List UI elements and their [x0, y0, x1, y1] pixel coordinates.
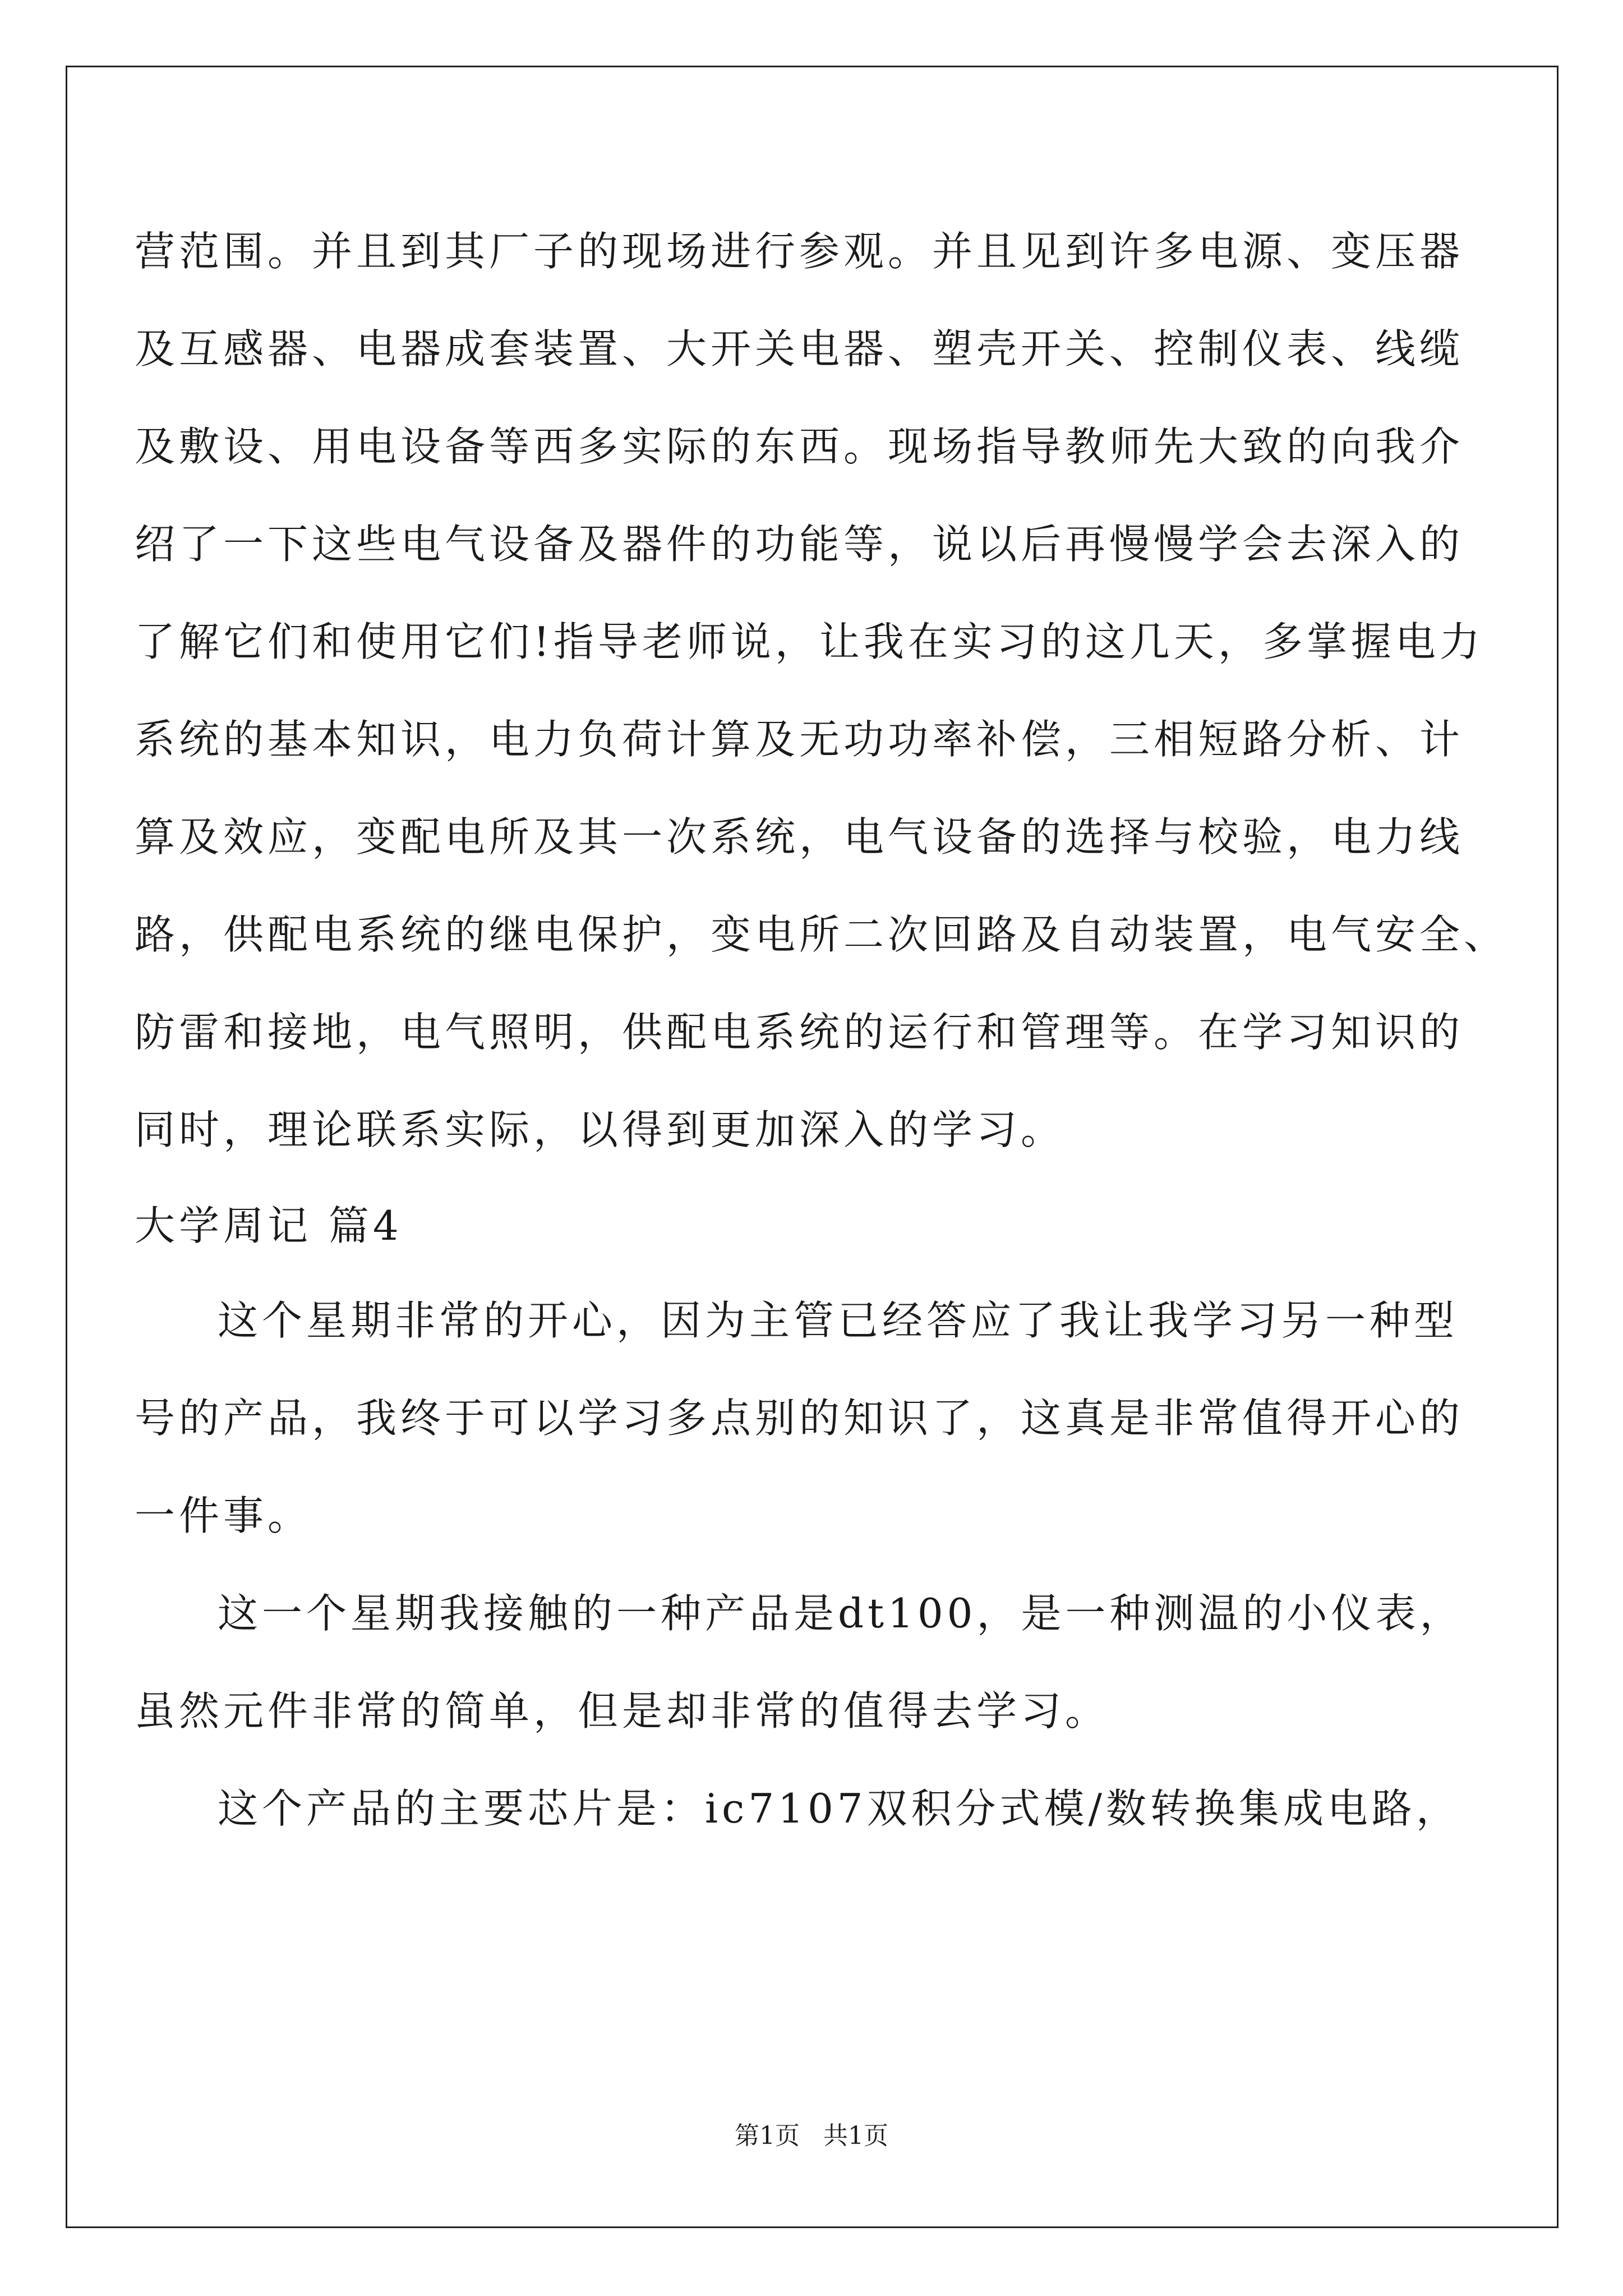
- paragraph-line: 这一个星期我接触的一种产品是dt100，是一种测温的小仪表，: [218, 1590, 1464, 1637]
- body-line: 了解它们和使用它们!指导老师说，让我在实习的这几天，多掌握电力: [135, 618, 1484, 665]
- page-footer: 第1页 共1页: [735, 2122, 888, 2150]
- body-line: 营范围。并且到其厂子的现场进行参观。并且见到许多电源、变压器: [135, 228, 1464, 275]
- paragraph-line: 虽然元件非常的简单，但是却非常的值得去学习。: [135, 1687, 1110, 1734]
- body-line: 算及效应，变配电所及其一次系统，电气设备的选择与校验，电力线: [135, 813, 1464, 861]
- paragraph-line: 号的产品，我终于可以学习多点别的知识了，这真是非常值得开心的: [135, 1395, 1464, 1442]
- body-line: 系统的基本知识，电力负荷计算及无功功率补偿，三相短路分析、计: [135, 716, 1464, 763]
- body-line: 路，供配电系统的继电保护，变电所二次回路及自动装置，电气安全、: [135, 911, 1509, 958]
- body-line: 防雷和接地，电气照明，供配电系统的运行和管理等。在学习知识的: [135, 1009, 1464, 1056]
- body-line: 及敷设、用电设备等西多实际的东西。现场指导教师先大致的向我介: [135, 423, 1464, 470]
- section-heading: 大学周记 篇4: [135, 1202, 403, 1249]
- paragraph-line: 这个产品的主要芯片是：ic7107双积分式模/数转换集成电路，: [218, 1785, 1460, 1832]
- paragraph-line: 一件事。: [135, 1492, 312, 1539]
- paragraph-line: 这个星期非常的开心，因为主管已经答应了我让我学习另一种型: [218, 1297, 1459, 1344]
- body-line: 绍了一下这些电气设备及器件的功能等，说以后再慢慢学会去深入的: [135, 521, 1464, 568]
- body-line: 同时，理论联系实际，以得到更加深入的学习。: [135, 1106, 1066, 1153]
- body-line: 及互感器、电器成套装置、大开关电器、塑壳开关、控制仪表、线缆: [135, 325, 1464, 372]
